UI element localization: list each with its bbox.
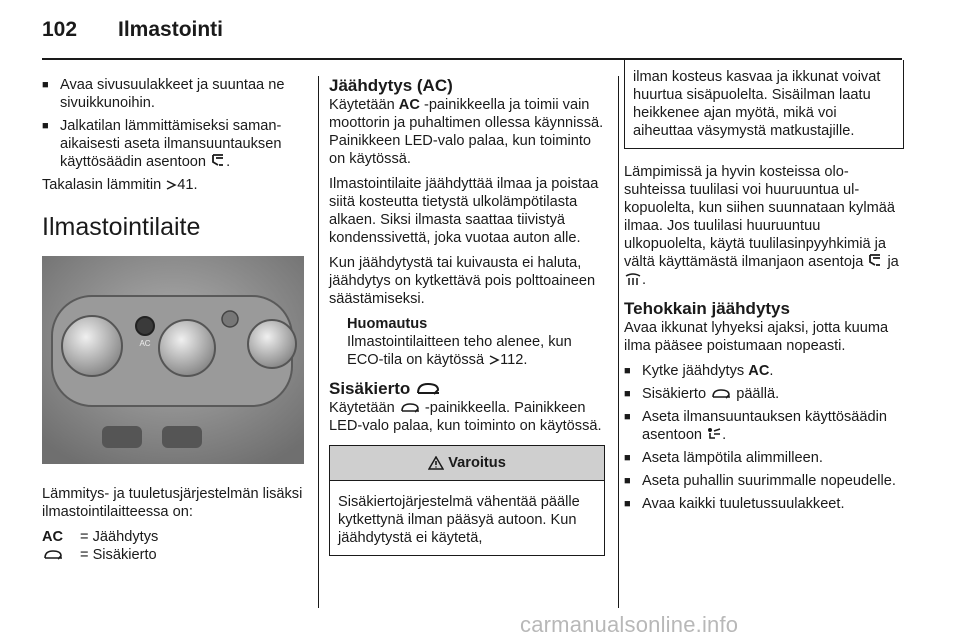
section-heading: Sisäkierto [329, 379, 605, 399]
recirculation-icon [415, 381, 441, 397]
paragraph: Käytetään AC -painikkeella ja toimii vain moottorin ja puhaltimen ollessa käynnissä. Painikkeen LED-valo palaa, kun toiminto on käytössä. [329, 97, 604, 167]
warning-header: Varoitus [330, 446, 604, 481]
section-heading: Tehokkain jäähdytys [624, 299, 790, 318]
warning-triangle-icon [428, 456, 444, 470]
watermark: carmanualsonline.info [520, 612, 739, 637]
warning-continuation: ilman kosteus kasvaa ja ikkunat voivat huurtua sisäpuolelta. Sisäilman laatu heikkenee ajan myötä, mikä voi aiheuttaa väsymystä matkustajille. [624, 60, 904, 149]
recirculation-icon [42, 548, 64, 562]
recirculation-icon [399, 401, 421, 415]
section-heading: Ilmastointilaite [42, 213, 201, 241]
paragraph: Avaa ikkunat lyhyeksi ajaksi, jotta kuuma ilma pääsee poistumaan nopeasti. [624, 320, 889, 354]
page-header [42, 12, 902, 48]
paragraph: Lämpimissä ja hyvin kosteissa olosuhteissa tuulilasi voi huuruuntua ulkopuolelta, kun siihen suunnataan kylmää ilmaa. Jos tuulilasi huuruuntuu ulkopuolelta, käytä tuulilasinpyyhkimiä ja vältä käyttämästä ilmanjaon asentoja ja . [624, 164, 899, 288]
climate-control-photo [42, 256, 304, 464]
intro-text: Lämmitys- ja tuuletusjärjestelmän lisäksi ilmastointilaitteessa on: [42, 486, 303, 520]
definition-list [42, 528, 158, 564]
face-vent-icon [706, 426, 722, 442]
paragraph: Käytetään -painikkeella. Painikkeen LED-valo palaa, kun toiminto on käytössä. [329, 400, 602, 434]
photo-ac-label: AC [139, 339, 151, 348]
warning-box [329, 445, 605, 556]
page-ref-arrow-icon [165, 178, 177, 192]
list-item: ■ Aseta ilmansuuntauksen käyttösäädin asentoon . [624, 408, 904, 444]
list-item: ■ Aseta lämpötila alimmilleen. [624, 449, 904, 467]
note: Huomautus Ilmastointilaitteen teho alenee, kun ECO-tila on käytössä 112. [347, 315, 605, 369]
rear-heater-line: Takalasin lämmitin 41. [42, 177, 198, 193]
warning-body: Sisäkiertojärjestelmä vähentää päälle kytkettynä ilman pääsyä autoon. Kun jäähdytystä ei käytetä, [338, 494, 580, 546]
footwell-defrost-icon [210, 153, 226, 169]
page-title: Ilmastointi [118, 18, 224, 41]
def-ac-key: AC [42, 529, 64, 545]
page-ref-arrow-icon [488, 353, 500, 367]
list-item: ■ Sisäkierto päällä. [624, 385, 904, 403]
note-heading: Huomautus [347, 316, 428, 332]
column-3 [624, 60, 904, 518]
column-1 [42, 76, 304, 564]
column-2 [329, 76, 605, 556]
list-item: ■ Aseta puhallin suurimmalle nopeudelle. [624, 472, 904, 490]
list-item: ■ Jalkatilan lämmittämiseksi samanaikaisesti aseta ilmansuuntauksen käyttösäädin asentoon . [42, 117, 304, 171]
column-divider [318, 76, 319, 608]
def-recirc-key [42, 546, 80, 564]
list-item: ■ Avaa sivusuulakkeet ja suuntaa ne sivuikkunoihin. [42, 76, 304, 112]
def-ac-value: = Jäähdytys [80, 529, 159, 545]
column-divider [618, 76, 619, 608]
def-recirc-value: = Sisäkierto [80, 547, 157, 563]
recirculation-icon [710, 387, 732, 401]
paragraph: Kun jäähdytystä tai kuivausta ei haluta, jäähdytys on kytkettävä pois polttoaineen säästämiseksi. [329, 255, 596, 307]
footwell-defrost-icon [867, 253, 883, 269]
section-heading: Jäähdytys (AC) [329, 76, 453, 95]
list-item: ■ Avaa kaikki tuuletussuulakkeet. [624, 495, 904, 513]
paragraph: Ilmastointilaite jäähdyttää ilmaa ja poistaa siitä kosteutta tietystä ulkolämpötilasta alkaen. Siksi ilmasta saattaa tiivistyä kondenssivettä, joka vuotaa auton alle. [329, 176, 599, 246]
windscreen-defrost-icon [624, 271, 642, 287]
page-number: 102 [42, 18, 78, 41]
list-item: ■ Kytke jäähdytys AC. [624, 362, 904, 380]
